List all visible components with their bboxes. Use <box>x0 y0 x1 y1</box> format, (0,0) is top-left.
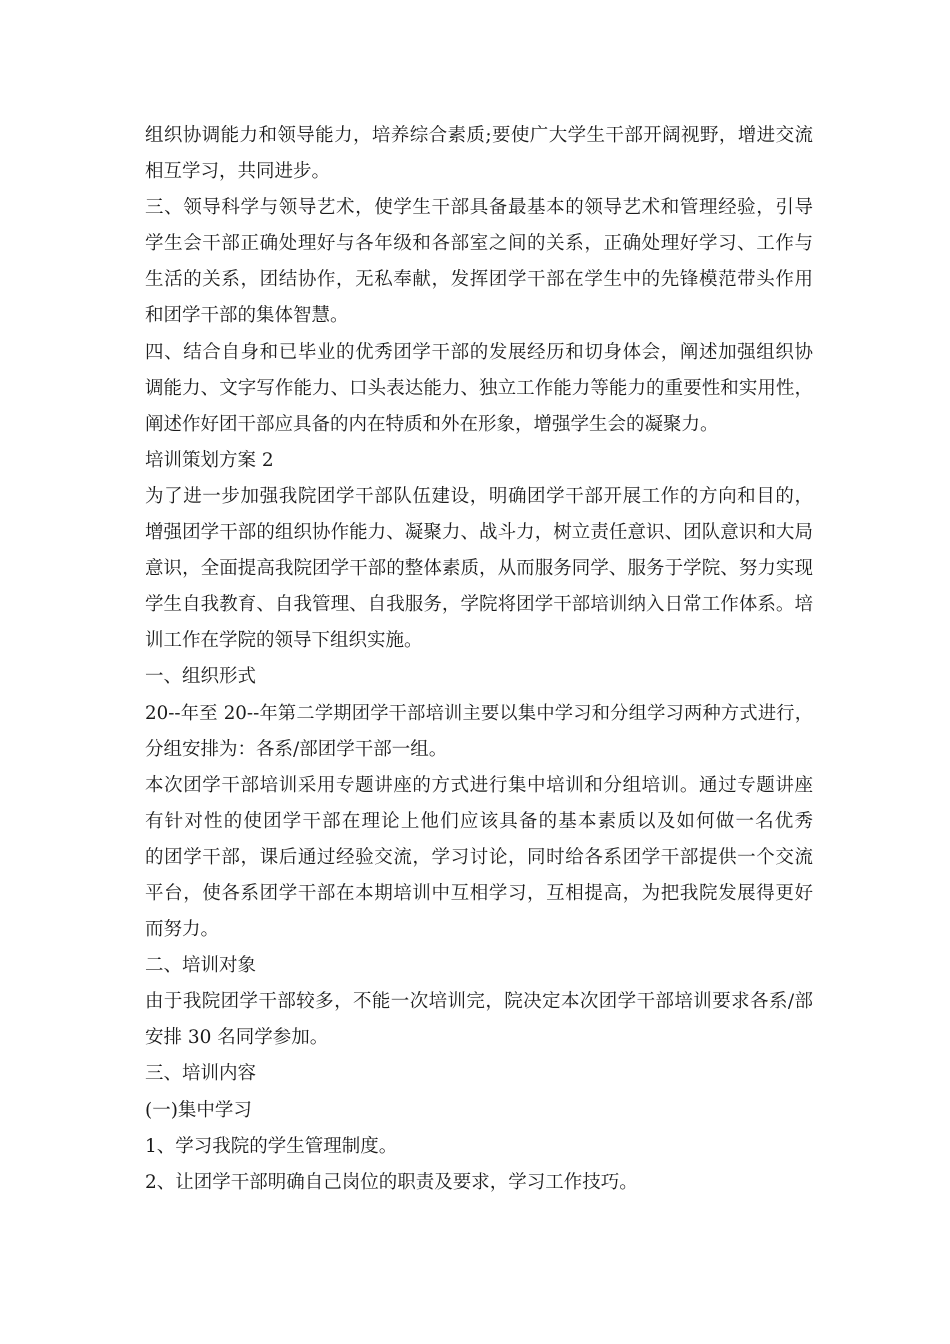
paragraph-line: 增强团学干部的组织协作能力、凝聚力、战斗力，树立责任意识、团队意识和大局 <box>145 522 813 544</box>
paragraph-line: 平台，使各系团学干部在本期培训中互相学习，互相提高，为把我院发展得更好 <box>145 882 813 904</box>
list-item: 2、让团学干部明确自己岗位的职责及要求，学习工作技巧。 <box>145 1171 638 1193</box>
paragraph-line: 有针对性的使团学干部在理论上他们应该具备的基本素质以及如何做一名优秀 <box>145 810 813 832</box>
paragraph-line: 安排 30 名同学参加。 <box>145 1027 329 1049</box>
paragraph-line: 四、结合自身和已毕业的优秀团学干部的发展经历和切身体会，阐述加强组织协 <box>145 341 813 363</box>
paragraph-line: 分组安排为：各系/部团学干部一组。 <box>145 738 448 760</box>
paragraph-line: 而努力。 <box>145 919 220 941</box>
paragraph-line: 相互学习，共同进步。 <box>145 161 331 183</box>
list-item: 1、学习我院的学生管理制度。 <box>145 1135 398 1157</box>
document-body <box>145 118 813 1201</box>
paragraph-line: 三、领导科学与领导艺术，使学生干部具备最基本的领导艺术和管理经验，引导 <box>145 197 813 219</box>
paragraph-line: 为了进一步加强我院团学干部队伍建设，明确团学干部开展工作的方向和目的， <box>145 485 813 507</box>
paragraph-line: 学生会干部正确处理好与各年级和各部室之间的关系，正确处理好学习、工作与 <box>145 233 813 255</box>
paragraph-line: 和团学干部的集体智慧。 <box>145 305 349 327</box>
section-heading: 二、培训对象 <box>145 955 257 977</box>
section-heading: 培训策划方案 2 <box>145 449 274 471</box>
paragraph-line: 生活的关系，团结协作，无私奉献，发挥团学干部在学生中的先锋模范带头作用 <box>145 269 813 291</box>
section-heading: 一、组织形式 <box>145 666 257 688</box>
paragraph-line: 本次团学干部培训采用专题讲座的方式进行集中培训和分组培训。通过专题讲座 <box>145 774 813 796</box>
paragraph-line: 的团学干部，课后通过经验交流，学习讨论，同时给各系团学干部提供一个交流 <box>145 846 813 868</box>
paragraph-line: 学生自我教育、自我管理、自我服务，学院将团学干部培训纳入日常工作体系。培 <box>145 594 813 616</box>
paragraph-line: 由于我院团学干部较多，不能一次培训完，院决定本次团学干部培训要求各系/部 <box>145 991 813 1013</box>
subsection-heading: (一)集中学习 <box>145 1099 252 1121</box>
paragraph-line: 组织协调能力和领导能力，培养综合素质;要使广大学生干部开阔视野，增进交流 <box>145 125 813 146</box>
paragraph-line: 调能力、文字写作能力、口头表达能力、独立工作能力等能力的重要性和实用性， <box>145 377 813 399</box>
paragraph-line: 阐述作好团干部应具备的内在特质和外在形象，增强学生会的凝聚力。 <box>145 413 719 435</box>
paragraph-line: 20--年至 20--年第二学期团学干部培训主要以集中学习和分组学习两种方式进行， <box>145 702 813 724</box>
section-heading: 三、培训内容 <box>145 1063 257 1085</box>
paragraph-line: 意识，全面提高我院团学干部的整体素质，从而服务同学、服务于学院、努力实现 <box>145 558 813 580</box>
paragraph-line: 训工作在学院的领导下组织实施。 <box>145 630 423 652</box>
